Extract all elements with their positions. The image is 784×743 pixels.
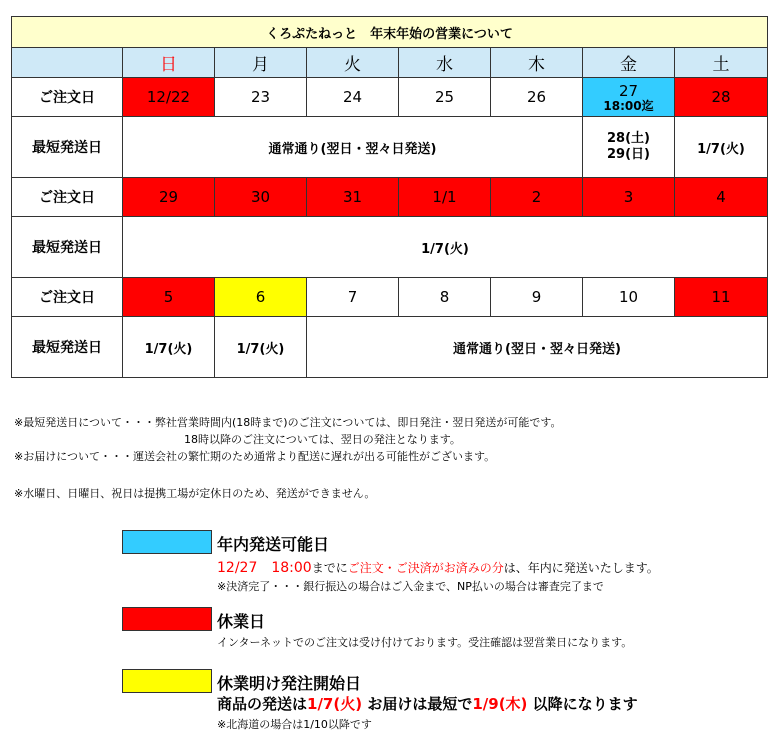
date-cell: 1/1 bbox=[399, 178, 491, 217]
title-row bbox=[12, 17, 768, 48]
legend-red-title: 休業日 bbox=[217, 612, 266, 631]
weekday-fri: 金 bbox=[583, 48, 675, 78]
date-cell: 28 bbox=[675, 78, 768, 117]
ship-fri-line2: 29(日) bbox=[607, 147, 650, 162]
ship-rest: 通常通り(翌日・翌々日発送) bbox=[307, 317, 768, 378]
legend-blue-text bbox=[217, 557, 659, 577]
legend-yellow-note: ※北海道の場合は1/10以降です bbox=[217, 718, 372, 731]
earliest-delivery-date: 1/9(木) bbox=[472, 695, 528, 713]
schedule-table bbox=[11, 16, 768, 378]
legend-yellow-l3: 以降になります bbox=[532, 695, 638, 713]
note-delivery: ※お届けについて・・・運送会社の繁忙期のため通常より配送に遅れが出る可能性がございます。 bbox=[14, 450, 496, 463]
week1-ship-row bbox=[12, 117, 768, 178]
legend-yellow-l1: 商品の発送は bbox=[217, 695, 308, 713]
order-date-label: ご注文日 bbox=[12, 78, 123, 117]
date-cell: 9 bbox=[491, 278, 583, 317]
weekday-sun: 日 bbox=[123, 48, 215, 78]
ship-sun: 1/7(火) bbox=[123, 317, 215, 378]
weekday-thu: 木 bbox=[491, 48, 583, 78]
header-empty bbox=[12, 48, 123, 78]
weekday-tue: 火 bbox=[307, 48, 399, 78]
date-cell: 29 bbox=[123, 178, 215, 217]
ship-sat: 1/7(火) bbox=[675, 117, 768, 178]
date-cell: 5 bbox=[123, 278, 215, 317]
legend-red-note: インターネットでのご注文は受け付けております。受注確認は翌営業日になります。 bbox=[217, 636, 633, 649]
weekday-sat: 土 bbox=[675, 48, 768, 78]
legend-blue-swatch bbox=[122, 530, 212, 554]
legend-yellow-swatch bbox=[122, 669, 212, 693]
date-cell: 11 bbox=[675, 278, 768, 317]
date-cell: 3 bbox=[583, 178, 675, 217]
legend-yellow-text bbox=[217, 693, 638, 714]
date-cell: 26 bbox=[491, 78, 583, 117]
restart-date: 1/7(火) bbox=[307, 695, 363, 713]
page-title: くろぷたねっと 年末年始の営業について bbox=[12, 17, 768, 48]
date-cell: 30 bbox=[215, 178, 307, 217]
ship-date-label: 最短発送日 bbox=[12, 217, 123, 278]
legend-blue-note: ※決済完了・・・銀行振込の場合はご入金まで、NP払いの場合は審査完了まで bbox=[217, 580, 604, 593]
date-cell: 31 bbox=[307, 178, 399, 217]
legend-red-swatch bbox=[122, 607, 212, 631]
week1-order-row bbox=[12, 78, 768, 117]
date-cell: 10 bbox=[583, 278, 675, 317]
order-date-label: ご注文日 bbox=[12, 278, 123, 317]
week3-ship-row bbox=[12, 317, 768, 378]
date-value: 27 bbox=[618, 81, 639, 100]
ship-normal: 通常通り(翌日・翌々日発送) bbox=[123, 117, 583, 178]
date-cell: 24 bbox=[307, 78, 399, 117]
legend-blue-end: は、年内に発送いたします。 bbox=[503, 561, 659, 575]
ship-date-label: 最短発送日 bbox=[12, 317, 123, 378]
week3-order-row bbox=[12, 278, 768, 317]
week2-order-row bbox=[12, 178, 768, 217]
ship-fri bbox=[583, 117, 675, 178]
order-date-label: ご注文日 bbox=[12, 178, 123, 217]
note-shipping-2: 18時以降のご注文については、翌日の発注となります。 bbox=[184, 433, 461, 446]
ship-all: 1/7(火) bbox=[123, 217, 768, 278]
ship-fri-line1: 28(土) bbox=[607, 131, 650, 146]
legend-blue-title: 年内発送可能日 bbox=[217, 535, 330, 554]
weekday-wed: 水 bbox=[399, 48, 491, 78]
date-cell: 25 bbox=[399, 78, 491, 117]
legend-yellow-l2: お届けは最短で bbox=[367, 695, 473, 713]
weekday-header-row bbox=[12, 48, 768, 78]
date-cell: 8 bbox=[399, 278, 491, 317]
ship-date-label: 最短発送日 bbox=[12, 117, 123, 178]
date-cell: 4 bbox=[675, 178, 768, 217]
date-cell-deadline bbox=[583, 78, 675, 117]
legend-blue-mid: までに bbox=[311, 561, 348, 575]
legend-yellow-title: 休業明け発注開始日 bbox=[217, 674, 362, 693]
week2-ship-row bbox=[12, 217, 768, 278]
legend-blue-red: ご注文・ご決済がお済みの分 bbox=[347, 561, 504, 575]
date-cell: 12/22 bbox=[123, 78, 215, 117]
ship-mon: 1/7(火) bbox=[215, 317, 307, 378]
note-holiday: ※水曜日、日曜日、祝日は提携工場が定休日のため、発送ができません。 bbox=[14, 487, 376, 500]
note-shipping: ※最短発送日について・・・弊社営業時間内(18時まで)のご注文については、即日発注・翌日発送が可能です。 bbox=[14, 416, 562, 429]
deadline-time: 18:00迄 bbox=[603, 98, 654, 113]
date-cell: 6 bbox=[215, 278, 307, 317]
date-cell: 23 bbox=[215, 78, 307, 117]
date-cell: 2 bbox=[491, 178, 583, 217]
weekday-mon: 月 bbox=[215, 48, 307, 78]
date-cell: 7 bbox=[307, 278, 399, 317]
deadline-time: 12/27 18:00 bbox=[217, 560, 312, 576]
